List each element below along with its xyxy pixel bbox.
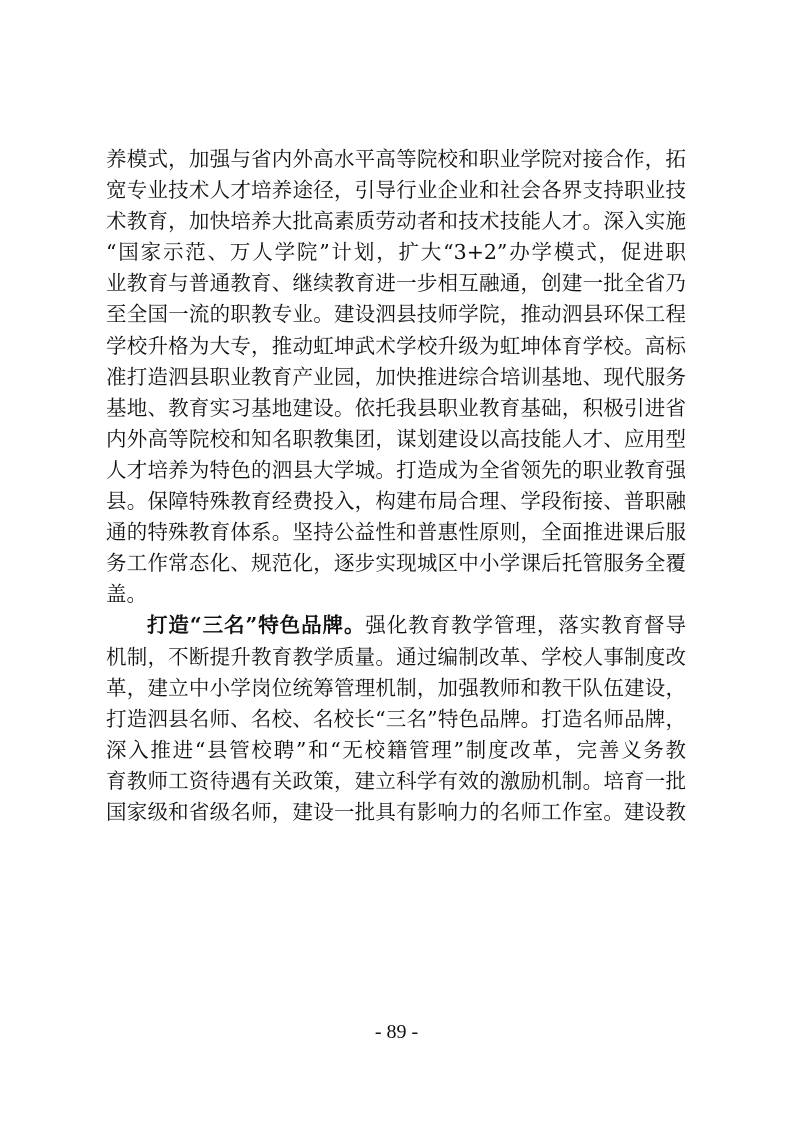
text-line: 宽专业技术人才培养途径，引导行业企业和社会各界支持职业技 xyxy=(106,178,686,203)
text-line: 县。保障特殊教育经费投入，构建布局合理、学段衔接、普职融 xyxy=(106,489,686,514)
text-line: 内外高等院校和知名职教集团，谋划建设以高技能人才、应用型 xyxy=(106,426,686,451)
text-line: 基地、教育实习基地建设。依托我县职业教育基础，积极引进省 xyxy=(106,395,686,420)
text-line: 机制，不断提升教育教学质量。通过编制改革、学校人事制度改 xyxy=(106,644,686,669)
text-line-first xyxy=(106,610,686,641)
text-line: 育教师工资待遇有关政策，建立科学有效的激励机制。培育一批 xyxy=(106,768,686,793)
text-line: 通的特殊教育体系。坚持公益性和普惠性原则，全面推进课后服 xyxy=(106,520,686,545)
text-line: 国家级和省级名师，建设一批具有影响力的名师工作室。建设教 xyxy=(106,799,686,824)
text-line: 打造泗县名师、名校、名校长“三名”特色品牌。打造名师品牌， xyxy=(106,706,686,731)
text-line: 革，建立中小学岗位统筹管理机制，加强教师和教干队伍建设， xyxy=(106,675,686,700)
text-line: “国家示范、万人学院”计划，扩大“3+2”办学模式，促进职 xyxy=(106,240,686,265)
body-text xyxy=(106,144,686,828)
text-line: 学校升格为大专，推动虹坤武术学校升级为虹坤体育学校。高标 xyxy=(106,333,686,358)
text-line-rest: 强化教育教学管理，落实教育督导 xyxy=(365,613,686,638)
text-line: 人才培养为特色的泗县大学城。打造成为全省领先的职业教育强 xyxy=(106,457,686,482)
text-line: 至全国一流的职教专业。建设泗县技师学院，推动泗县环保工程 xyxy=(106,302,686,327)
page-number: - 89 - xyxy=(374,1021,419,1043)
paragraph-lead-heading: 打造“三名”特色品牌。 xyxy=(147,613,366,638)
text-line: 盖。 xyxy=(106,582,147,607)
text-line: 术教育，加快培养大批高素质劳动者和技术技能人才。深入实施 xyxy=(106,209,686,234)
text-line: 深入推进“县管校聘”和“无校籍管理”制度改革，完善义务教 xyxy=(106,737,686,762)
text-line: 业教育与普通教育、继续教育进一步相互融通，创建一批全省乃 xyxy=(106,271,686,296)
paragraph-vocational-education xyxy=(106,144,686,610)
text-line: 准打造泗县职业教育产业园，加快推进综合培训基地、现代服务 xyxy=(106,364,686,389)
paragraph-three-famous-brand xyxy=(106,610,686,828)
text-line: 养模式，加强与省内外高水平高等院校和职业学院对接合作，拓 xyxy=(106,147,686,171)
text-line: 务工作常态化、规范化，逐步实现城区中小学课后托管服务全覆 xyxy=(106,551,686,576)
